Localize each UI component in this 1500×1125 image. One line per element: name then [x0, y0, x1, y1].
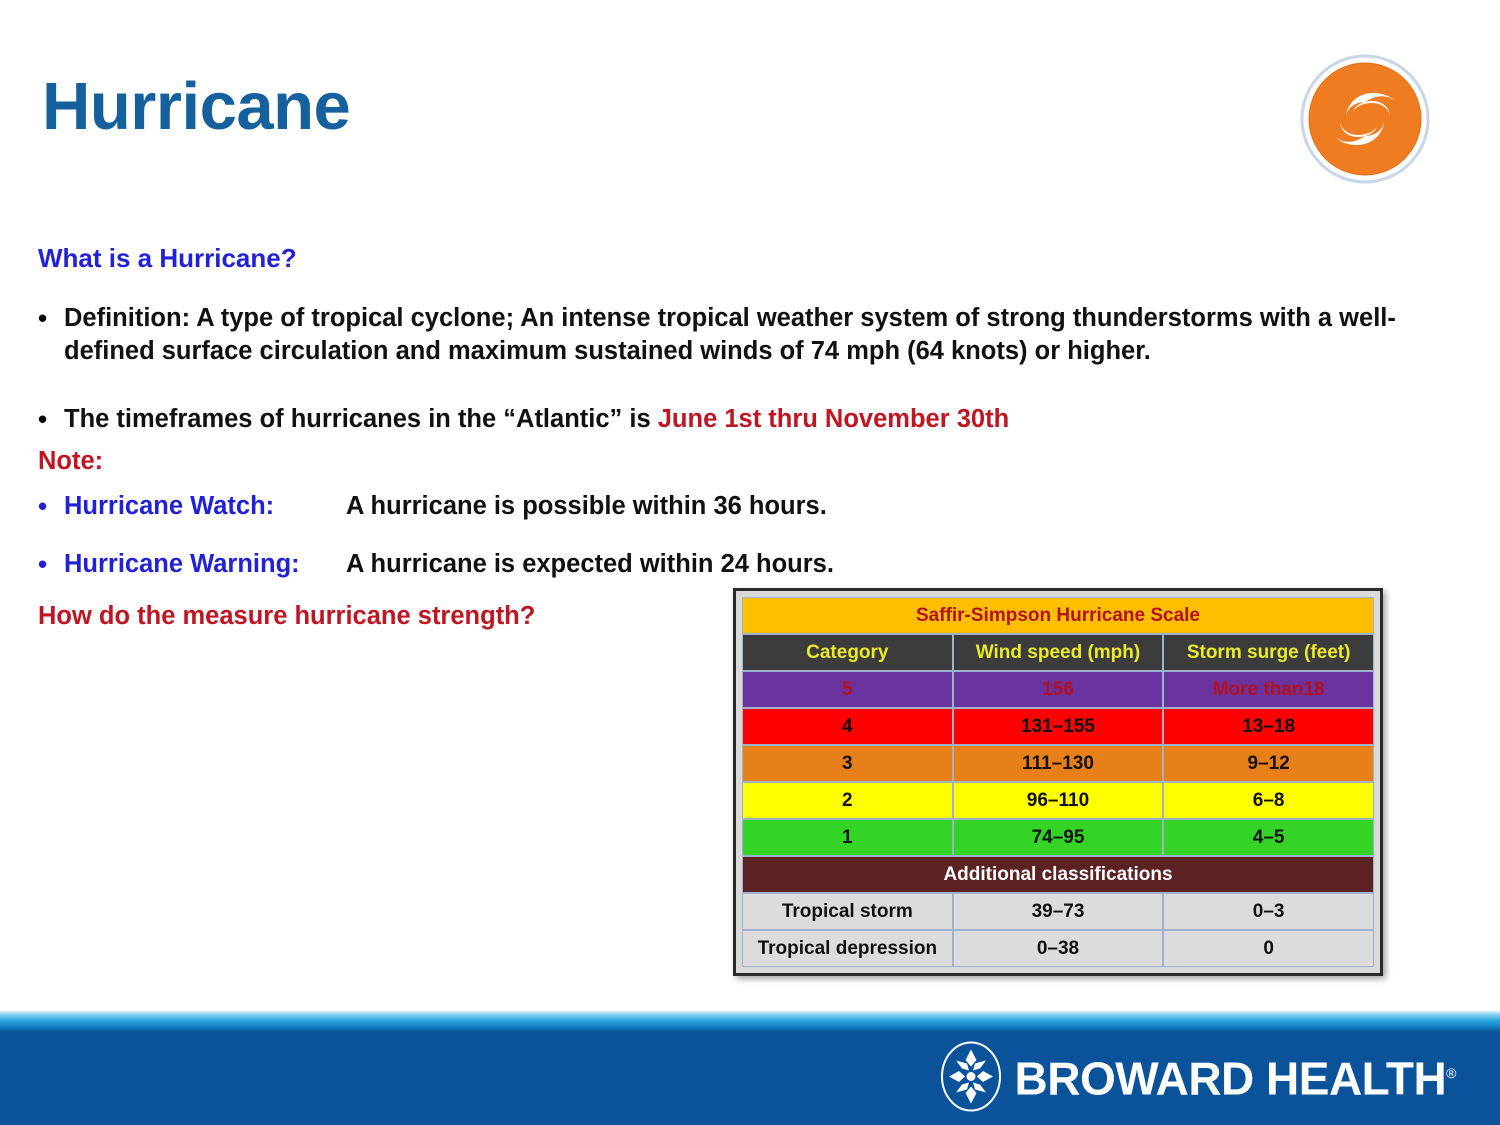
question-heading: What is a Hurricane? — [38, 243, 297, 273]
cell-category-1: 1 — [742, 819, 953, 856]
table-row — [742, 893, 1374, 930]
hurricane-symbol-icon — [1300, 54, 1430, 184]
cell-category-2: 2 — [742, 782, 953, 819]
cell-wind-tropical-storm: 39–73 — [953, 893, 1164, 930]
cell-wind-5: 156 — [953, 671, 1164, 708]
timeframe-highlight: June 1st thru November 30th — [657, 405, 1010, 434]
table-row — [742, 745, 1374, 782]
hurricane-watch-description: A hurricane is possible within 36 hours. — [346, 492, 827, 521]
bullet-definition-text: Definition: A type of tropical cyclone; An intense tropical weather system of strong thunderstorms with a well-defined surface circulation and maximum sustained winds of 74 mph (64 knots) or higher. — [64, 304, 1396, 365]
cell-category-tropical-storm: Tropical storm — [742, 893, 953, 930]
bullet-definition — [38, 302, 1458, 367]
cell-category-tropical-depression: Tropical depression — [742, 930, 953, 967]
column-header-wind-speed: Wind speed (mph) — [953, 634, 1164, 671]
cell-surge-1: 4–5 — [1163, 819, 1374, 856]
broward-health-star-icon — [935, 1040, 1007, 1117]
page-title: Hurricane — [42, 69, 351, 144]
cell-surge-4: 13–18 — [1163, 708, 1374, 745]
cell-wind-4: 131–155 — [953, 708, 1164, 745]
cell-wind-3: 111–130 — [953, 745, 1164, 782]
additional-classifications-label: Additional classifications — [742, 856, 1374, 893]
saffir-simpson-scale-table — [733, 588, 1383, 976]
note-label: Note: — [38, 447, 104, 476]
broward-health-text: BROWARD HEALTH — [1014, 1052, 1447, 1105]
definition-hurricane-warning — [38, 548, 1458, 582]
table-header-row — [742, 634, 1374, 671]
table-row — [742, 782, 1374, 819]
bullet-dot-icon: • — [38, 549, 48, 580]
hurricane-watch-row — [64, 490, 1458, 523]
hurricane-warning-description: A hurricane is expected within 24 hours. — [346, 550, 834, 579]
hurricane-warning-row — [64, 548, 1458, 581]
hurricane-watch-term: Hurricane Watch: — [64, 492, 275, 521]
footer-accent-strip — [0, 1010, 1500, 1032]
cell-surge-2: 6–8 — [1163, 782, 1374, 819]
body-content — [38, 243, 1458, 592]
broward-health-logo — [935, 1040, 1457, 1117]
cell-wind-tropical-depression: 0–38 — [953, 930, 1164, 967]
hurricane-warning-term: Hurricane Warning: — [64, 550, 300, 579]
bullet-timeframe-text — [64, 403, 1458, 436]
table-row — [742, 930, 1374, 967]
scale-table-title: Saffir-Simpson Hurricane Scale — [742, 597, 1374, 634]
measure-question: How do the measure hurricane strength? — [38, 602, 536, 630]
cell-wind-2: 96–110 — [953, 782, 1164, 819]
timeframe-lead: The timeframes of hurricanes in the “Atlantic” is — [64, 405, 658, 434]
cell-surge-5: More than18 — [1163, 671, 1374, 708]
definition-hurricane-watch — [38, 490, 1458, 524]
cell-category-4: 4 — [742, 708, 953, 745]
bullet-dot-icon: • — [38, 303, 48, 334]
additional-classifications-header-row — [742, 856, 1374, 893]
table-row — [742, 671, 1374, 708]
footer-band — [0, 1032, 1500, 1125]
cell-wind-1: 74–95 — [953, 819, 1164, 856]
bullet-dot-icon: • — [38, 404, 48, 435]
column-header-category: Category — [742, 634, 953, 671]
cell-category-3: 3 — [742, 745, 953, 782]
cell-surge-3: 9–12 — [1163, 745, 1374, 782]
bullet-timeframe — [38, 403, 1458, 437]
table-row — [742, 819, 1374, 856]
registered-mark: ® — [1446, 1065, 1456, 1082]
cell-category-5: 5 — [742, 671, 953, 708]
table-title-row — [742, 597, 1374, 634]
cell-surge-tropical-depression: 0 — [1163, 930, 1374, 967]
bullet-dot-icon: • — [38, 491, 48, 522]
cell-surge-tropical-storm: 0–3 — [1163, 893, 1374, 930]
table-row — [742, 708, 1374, 745]
broward-health-wordmark — [1014, 1052, 1457, 1105]
column-header-storm-surge: Storm surge (feet) — [1163, 634, 1374, 671]
